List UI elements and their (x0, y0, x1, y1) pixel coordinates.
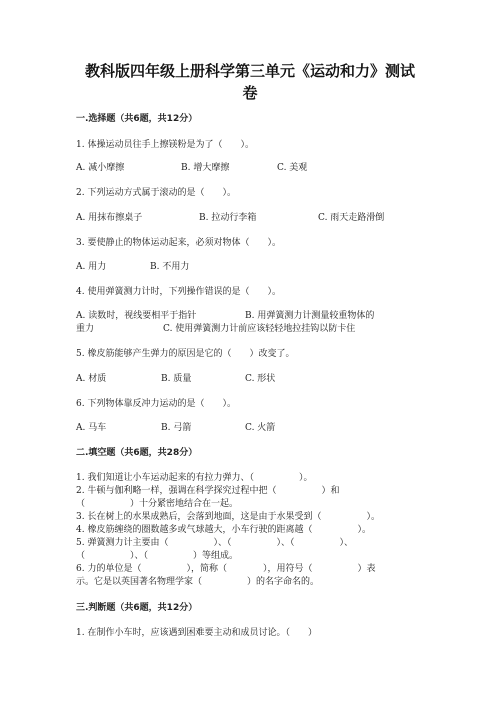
option-c: C. 美观 (277, 163, 308, 173)
fill-line: 3. 长在树上的水果成熟后，会落到地面，这是由于水果受到（ ）。 (76, 512, 380, 522)
option-c: C. 雨天走路滑倒 (318, 213, 385, 223)
question-stem: 1. 体操运动员往手上擦镁粉是为了（ ）。 (76, 140, 254, 150)
option-a: A. 减小摩擦 (76, 163, 125, 173)
question-stem: 4. 使用弹簧测力计时，下列操作错误的是（ ）。 (76, 287, 281, 297)
fill-line: 示。它是以英国著名物理学家（ ）的名字命名的。 (76, 577, 320, 587)
section-heading-choice: 一.选择题（共6题，共12分） (76, 114, 198, 124)
option-a: A. 马车 (76, 423, 107, 433)
option-a: A. 读数时，视线要相平于指针 (76, 311, 197, 321)
option-b: B. 增大摩擦 (181, 163, 230, 173)
option-c: C. 使用弹簧测力计前应该轻轻地拉挂钩以防卡住 (163, 324, 356, 334)
fill-line: 6. 力的单位是（ ），简称（ ），用符号（ ）表 (76, 564, 376, 574)
question-stem: 6. 下列物体靠反冲力运动的是（ ）。 (76, 399, 236, 409)
option-b: B. 不用力 (150, 262, 190, 272)
question-stem: 2. 下列运动方式属于滚动的是（ ）。 (76, 188, 236, 198)
option-b: B. 弓箭 (161, 423, 192, 433)
option-b: B. 用弹簧测力计测量较重物体的 (245, 311, 375, 321)
page-title-continued: 卷 (242, 84, 258, 102)
section-heading-fill: 二.填空题（共6题，共28分） (76, 448, 198, 458)
fill-line: 2. 牛顿与伽利略一样，强调在科学探究过程中把（ ）和 (76, 486, 340, 496)
fill-line: 4. 橡皮筋缠绕的圈数越多或气球越大，小车行驶的距离越（ ）。 (76, 525, 371, 535)
option-c: C. 火箭 (245, 423, 276, 433)
option-c: C. 形状 (245, 374, 276, 384)
judge-line: 1. 在制作小车时，应该遇到困难要主动和成员讨论。（ ） (76, 628, 317, 638)
section-heading-judge: 三.判断题（共6题，共12分） (76, 603, 198, 613)
fill-line: （ ）、（ ）等组成。 (76, 551, 239, 561)
option-a: A. 用力 (76, 262, 107, 272)
fill-line: （ ）十分紧密地结合在一起。 (76, 499, 239, 509)
question-stem: 3. 要使静止的物体运动起来，必须对物体（ ）。 (76, 238, 281, 248)
option-b: B. 质量 (161, 374, 192, 384)
option-b-continued: 重力 (76, 324, 95, 334)
option-a: A. 用抹布擦桌子 (76, 213, 143, 223)
page-title: 教科版四年级上册科学第三单元《运动和力》测试 (84, 62, 415, 80)
question-stem: 5. 橡皮筋能够产生弹力的原因是它的（ ）改变了。 (76, 349, 295, 359)
option-b: B. 拉动行李箱 (199, 213, 257, 223)
fill-line: 5. 弹簧测力计主要由（ ）、（ ）、（ ）、 (76, 538, 353, 548)
option-a: A. 材质 (76, 374, 107, 384)
fill-line: 1. 我们知道让小车运动起来的有拉力弹力、（ ）。 (76, 473, 313, 483)
